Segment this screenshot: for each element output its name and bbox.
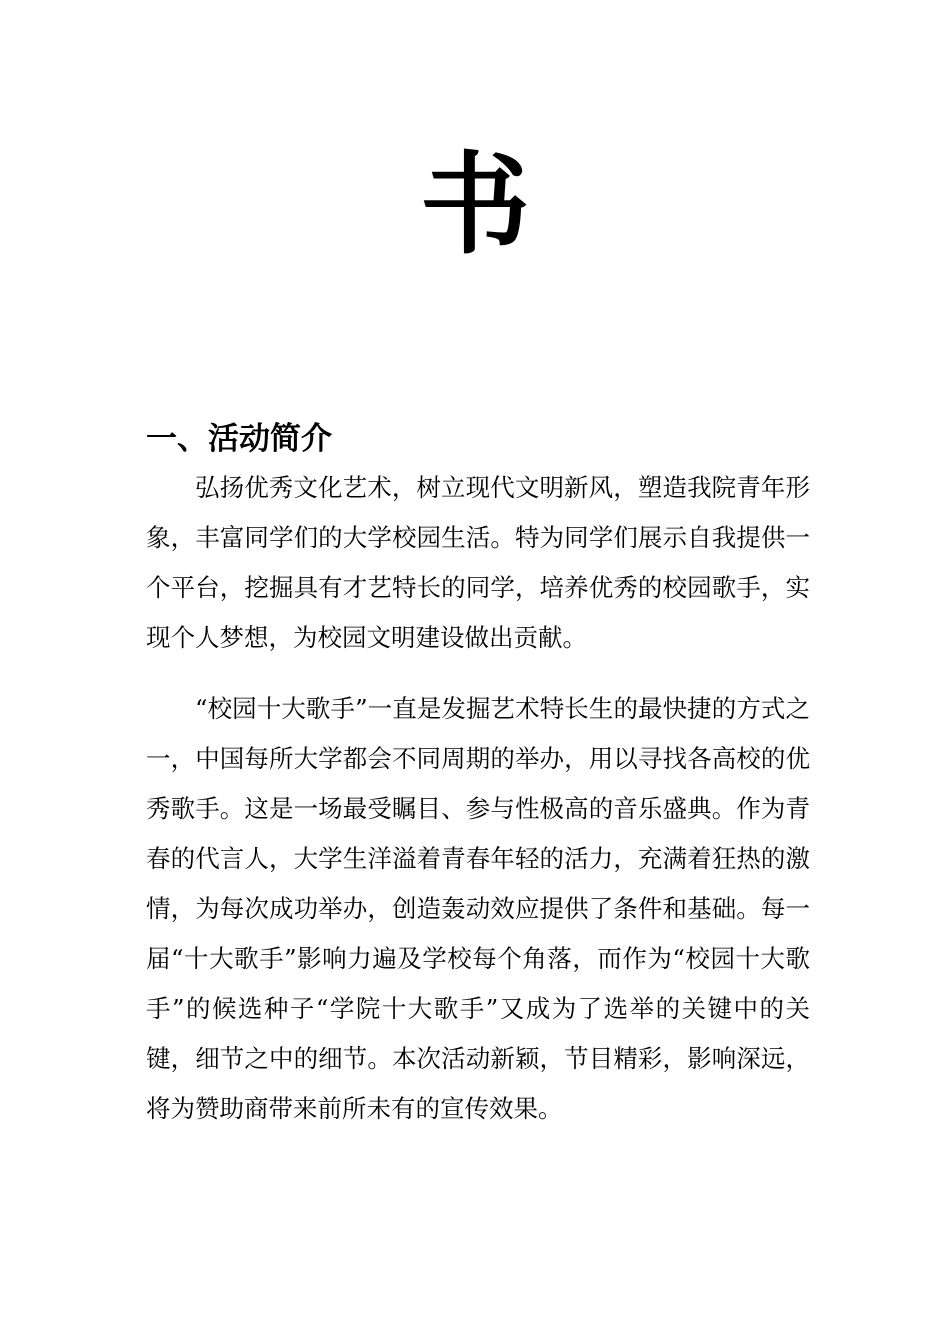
paragraph-intro: 弘扬优秀文化艺术，树立现代文明新风，塑造我院青年形象，丰富同学们的大学校园生活。特为同学们展示自我提供一个平台，挖掘具有才艺特长的同学，培养优秀的校园歌手，实现个人梦想，为校园文明建设做出贡献。 [146, 473, 810, 652]
section-heading: 一、活动简介 [146, 421, 332, 457]
document-title: 书 [420, 141, 530, 269]
paragraph-background: “校园十大歌手”一直是发掘艺术特长生的最快捷的方式之一，中国每所大学都会不同周期的举办，用以寻找各高校的优秀歌手。这是一场最受瞩目、参与性极高的音乐盛典。作为青春的代言人，大学生洋溢着青春年轻的活力，充满着狂热的激情，为每次成功举办，创造轰动效应提供了条件和基础。每一届“十大歌手”影响力遍及学校每个角落，而作为“校园十大歌手”的候选种子“学院十大歌手”又成为了选举的关键中的关键，细节之中的细节。本次活动新颖，节目精彩，影响深远，将为赞助商带来前所未有的宣传效果。 [146, 694, 810, 1123]
